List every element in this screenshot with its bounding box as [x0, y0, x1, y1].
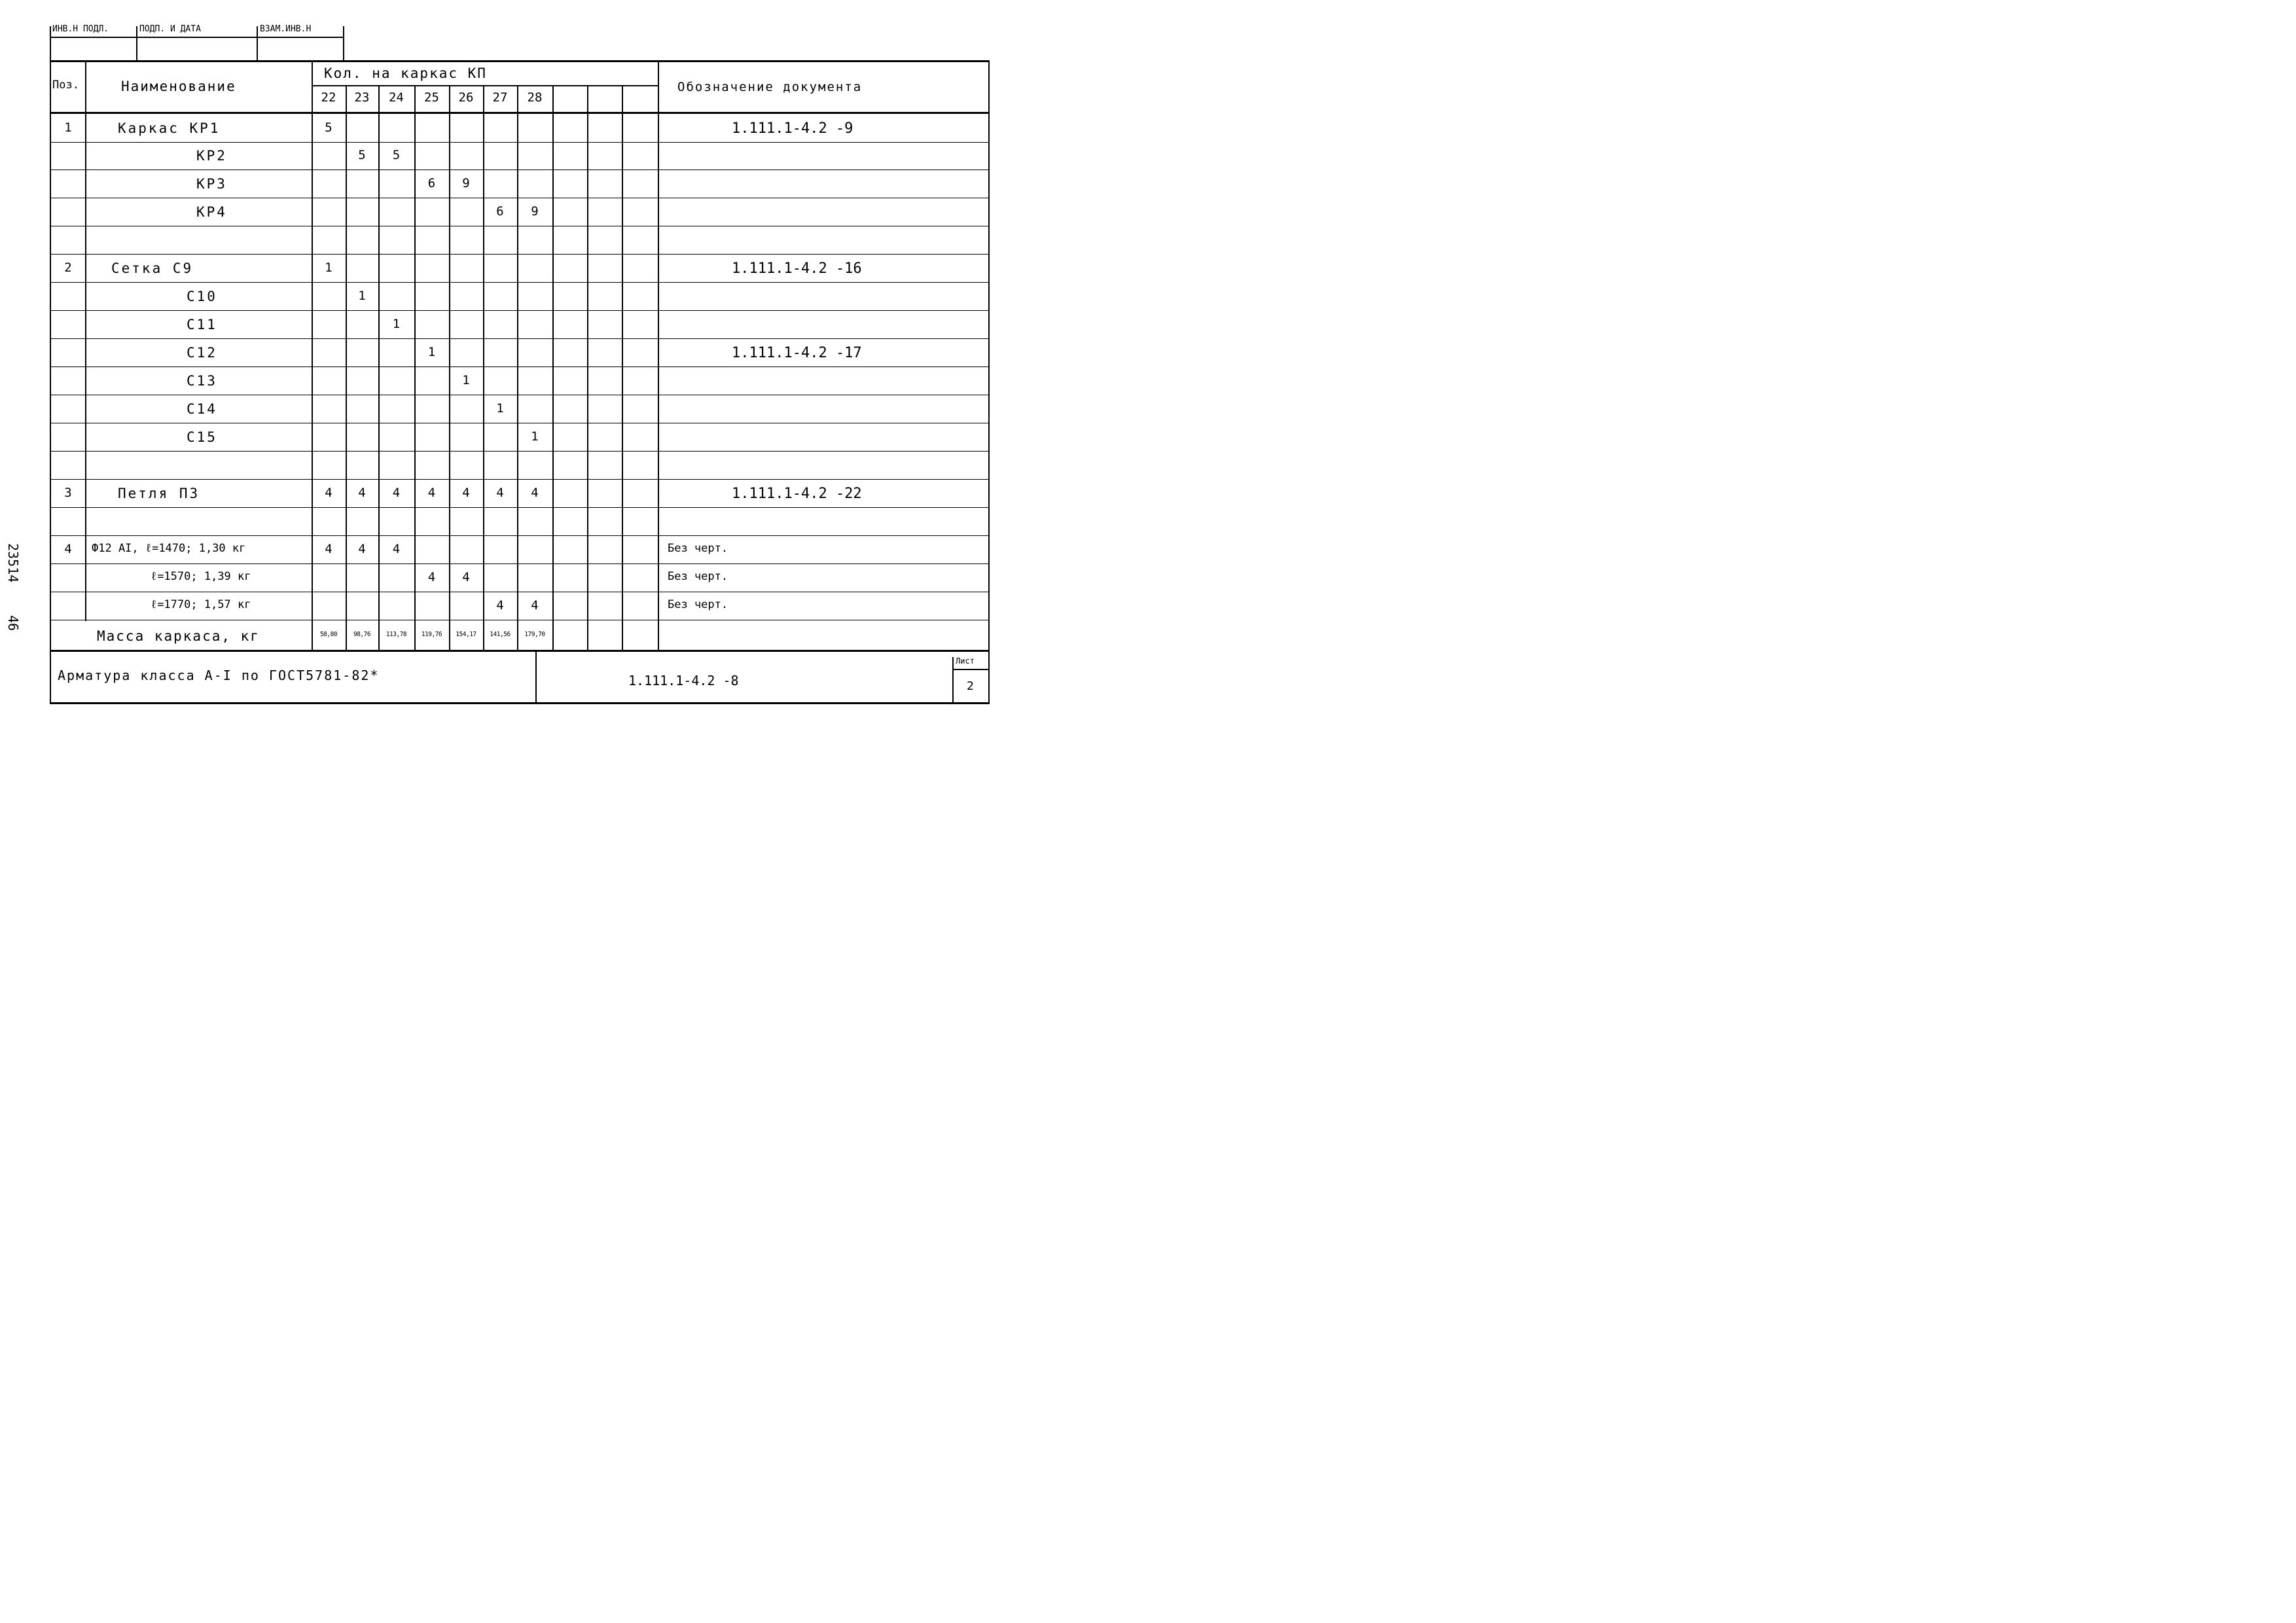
- row-quantity: 4: [531, 485, 539, 500]
- row-name: КР3: [196, 175, 227, 192]
- col-header-position: Поз.: [52, 79, 79, 92]
- reinforcement-note: Арматура класса А-I по ГОСТ5781-82*: [58, 668, 380, 683]
- row-name: Ф12 АI, ℓ=1470; 1,30 кг: [92, 541, 246, 555]
- row-quantity: 4: [358, 485, 366, 500]
- row-position: 3: [64, 485, 72, 500]
- row-quantity: 4: [325, 485, 332, 500]
- row-quantity: 4: [427, 485, 436, 500]
- mass-label: Масса каркаса, кг: [97, 628, 260, 644]
- qty-column-header: 23: [354, 90, 370, 105]
- row-name: С13: [187, 372, 217, 389]
- row-quantity: 1: [427, 344, 436, 359]
- row-quantity: 1: [358, 288, 366, 303]
- stamp-label-signature: ПОДП. И ДАТА: [139, 24, 201, 34]
- row-name: С14: [187, 401, 217, 417]
- margin-number: 23514: [5, 543, 21, 583]
- qty-column-header: 28: [527, 90, 543, 105]
- sheet-number: 2: [967, 679, 974, 693]
- row-quantity: 4: [427, 569, 436, 584]
- row-document: 1.111.1-4.2 -16: [732, 260, 862, 277]
- drawing-sheet: [0, 0, 1016, 718]
- row-name: С10: [187, 288, 217, 304]
- row-quantity: 4: [325, 541, 332, 556]
- mass-value: 141,56: [490, 631, 511, 638]
- row-position: 2: [64, 260, 72, 275]
- row-quantity: 6: [427, 175, 436, 190]
- row-position: 1: [64, 120, 72, 135]
- row-quantity: 5: [325, 120, 332, 135]
- row-quantity: 6: [496, 204, 504, 219]
- row-quantity: 4: [462, 485, 470, 500]
- row-quantity: 4: [358, 541, 366, 556]
- row-name: С12: [187, 344, 217, 361]
- row-document: 1.111.1-4.2 -17: [732, 344, 862, 361]
- row-quantity: 4: [531, 597, 539, 613]
- mass-value: 58,80: [319, 631, 338, 638]
- col-header-quantity: Кол. на каркас КП: [324, 65, 487, 81]
- row-quantity: 1: [531, 429, 539, 444]
- sheet-label: Лист: [956, 656, 975, 666]
- row-quantity: 4: [462, 569, 470, 584]
- mass-value: 119,76: [421, 631, 442, 638]
- row-document: Без черт.: [668, 569, 728, 583]
- row-name: С15: [187, 429, 217, 445]
- row-quantity: 4: [496, 597, 504, 613]
- col-header-document: Обозначение документа: [677, 80, 863, 94]
- row-quantity: 1: [496, 401, 504, 416]
- row-quantity: 1: [325, 260, 332, 275]
- qty-column-header: 27: [492, 90, 508, 105]
- col-header-name: Наименование: [121, 79, 236, 94]
- row-document: Без черт.: [668, 597, 728, 611]
- qty-column-header: 24: [389, 90, 404, 105]
- mass-value: 113,78: [386, 631, 407, 638]
- row-name: Петля П3: [118, 485, 200, 501]
- row-name: ℓ=1770; 1,57 кг: [151, 597, 251, 611]
- row-name: Сетка С9: [111, 260, 194, 276]
- qty-column-header: 25: [424, 90, 439, 105]
- stamp-label-replacement: ВЗАМ.ИНВ.Н: [260, 24, 312, 34]
- document-code: 1.111.1-4.2 -8: [628, 673, 739, 688]
- mass-value: 154,17: [456, 631, 476, 638]
- qty-column-header: 26: [458, 90, 474, 105]
- row-quantity: 9: [462, 175, 470, 190]
- row-quantity: 9: [531, 204, 539, 219]
- row-document: Без черт.: [668, 541, 728, 555]
- row-quantity: 1: [462, 372, 470, 387]
- row-name: ℓ=1570; 1,39 кг: [151, 569, 251, 583]
- row-quantity: 4: [392, 485, 401, 500]
- row-quantity: 5: [358, 148, 366, 162]
- qty-column-header: 22: [321, 90, 336, 105]
- row-document: 1.111.1-4.2 -9: [732, 120, 853, 137]
- mass-value: 179,70: [524, 631, 545, 638]
- row-name: С11: [187, 316, 217, 332]
- row-quantity: 1: [392, 316, 401, 331]
- row-quantity: 5: [392, 148, 401, 162]
- row-quantity: 4: [496, 485, 504, 500]
- row-position: 4: [64, 541, 72, 556]
- mass-value: 98,76: [353, 631, 371, 638]
- row-quantity: 4: [392, 541, 401, 556]
- row-document: 1.111.1-4.2 -22: [732, 485, 862, 502]
- stamp-label-inventory: ИНВ.Н ПОДЛ.: [52, 24, 109, 34]
- row-name: Каркас КР1: [118, 120, 221, 136]
- row-name: КР4: [196, 204, 227, 220]
- margin-page: 46: [5, 615, 21, 632]
- row-name: КР2: [196, 148, 227, 164]
